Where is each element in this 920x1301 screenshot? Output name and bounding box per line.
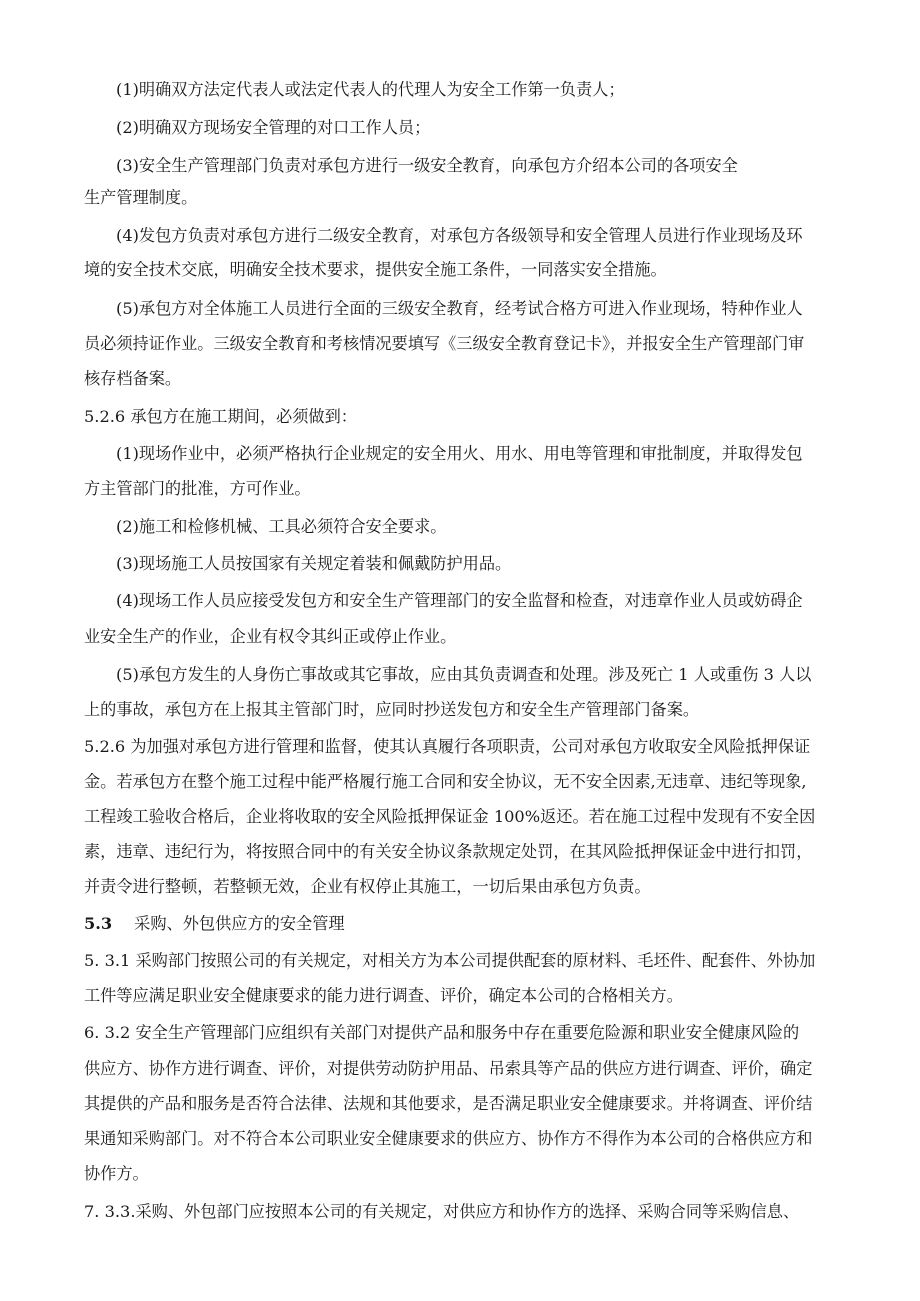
clause-5-3-2-line-2: 供应方、协作方进行调查、评价，对提供劳动防护用品、吊索具等产品的供应方进行调查、评价，确定 [84,1059,813,1078]
clause-5-2-6-deposit-line-4: 素，违章、违纪行为，将按照合同中的有关安全协议条款规定处罚，在其风险抵押保证金中进行扣罚， [84,842,813,861]
clause-5-3-1-line-1: 5. 3.1 采购部门按照公司的有关规定，对相关方为本公司提供配套的原材料、毛坯件、配套件、外协加 [84,951,816,970]
clause-5-2-6-deposit-line-1: 5.2.6 为加强对承包方进行管理和监督，使其认真履行各项职责，公司对承包方收取安全风险抵押保证 [84,737,811,756]
clause-5-3-2-line-5: 协作方。 [84,1164,149,1183]
clause-5-3-3-line-1: 7. 3.3.采购、外包部门应按照本公司的有关规定，对供应方和协作方的选择、采购合同等采购信息、 [84,1202,800,1221]
contractor-item-4-line-1: (4)现场工作人员应接受发包方和安全生产管理部门的安全监督和检查，对违章作业人员或妨碍企 [116,591,803,610]
clause-5-2-6-heading: 5.2.6 承包方在施工期间，必须做到： [84,407,357,426]
contractor-item-1-line-1: (1)现场作业中，必须严格执行企业规定的安全用火、用水、用电等管理和审批制度，并取得发包 [116,444,803,463]
clause-5-3-1-line-2: 工件等应满足职业安全健康要求的能力进行调查、评价，确定本公司的合格相关方。 [84,986,683,1005]
contractor-item-2: (2)施工和检修机械、工具必须符合安全要求。 [116,517,447,536]
paragraph-item-4-line-2: 境的安全技术交底，明确安全技术要求，提供安全施工条件，一同落实安全措施。 [84,260,667,279]
paragraph-item-5-line-3: 核存档备案。 [84,369,182,388]
paragraph-item-3-line-1: (3)安全生产管理部门负责对承包方进行一级安全教育，向承包方介绍本公司的各项安全 [116,156,738,175]
paragraph-item-3-line-2: 生产管理制度。 [84,188,198,207]
paragraph-item-1: (1)明确双方法定代表人或法定代表人的代理人为安全工作第一负责人； [116,80,625,99]
section-5-3-heading [84,913,345,935]
section-5-3-title: 采购、外包供应方的安全管理 [134,914,345,933]
contractor-item-1-line-2: 方主管部门的批准，方可作业。 [84,479,311,498]
clause-5-3-2-line-3: 其提供的产品和服务是否符合法律、法规和其他要求，是否满足职业安全健康要求。并将调查、评价结 [84,1094,813,1113]
clause-5-2-6-deposit-line-3: 工程竣工验收合格后，企业将收取的安全风险抵押保证金 100%返还。若在施工过程中发现有不安全因 [84,807,816,826]
contractor-item-4-line-2: 业安全生产的作业，企业有权令其纠正或停止作业。 [84,627,457,646]
contractor-item-5-line-1: (5)承包方发生的人身伤亡事故或其它事故，应由其负责调查和处理。涉及死亡 1 人或重伤 3 人以 [116,665,812,684]
paragraph-item-5-line-2: 员必须持证作业。三级安全教育和考核情况要填写《三级安全教育登记卡》，并报安全生产管理部门审 [84,334,805,353]
paragraph-item-2: (2)明确双方现场安全管理的对口工作人员； [116,118,431,137]
clause-5-3-2-line-4: 果通知采购部门。对不符合本公司职业安全健康要求的供应方、协作方不得作为本公司的合格供应方和 [84,1129,813,1148]
clause-5-2-6-deposit-line-2: 金。若承包方在整个施工过程中能严格履行施工合同和安全协议，无不安全因素,无违章、违纪等现象, [84,772,807,791]
contractor-item-5-line-2: 上的事故，承包方在上报其主管部门时，应同时抄送发包方和安全生产管理部门备案。 [84,700,700,719]
paragraph-item-4-line-1: (4)发包方负责对承包方进行二级安全教育，对承包方各级领导和安全管理人员进行作业现场及环 [116,226,803,245]
clause-5-2-6-deposit-line-5: 并责令进行整顿，若整顿无效，企业有权停止其施工，一切后果由承包方负责。 [84,877,651,896]
paragraph-item-5-line-1: (5)承包方对全体施工人员进行全面的三级安全教育，经考试合格方可进入作业现场，特种作业人 [116,299,803,318]
contractor-item-3: (3)现场施工人员按国家有关规定着装和佩戴防护用品。 [116,554,512,573]
clause-5-3-2-line-1: 6. 3.2 安全生产管理部门应组织有关部门对提供产品和服务中存在重要危险源和职业安全健康风险的 [84,1023,800,1042]
section-5-3-number: 5.3 [84,914,113,933]
